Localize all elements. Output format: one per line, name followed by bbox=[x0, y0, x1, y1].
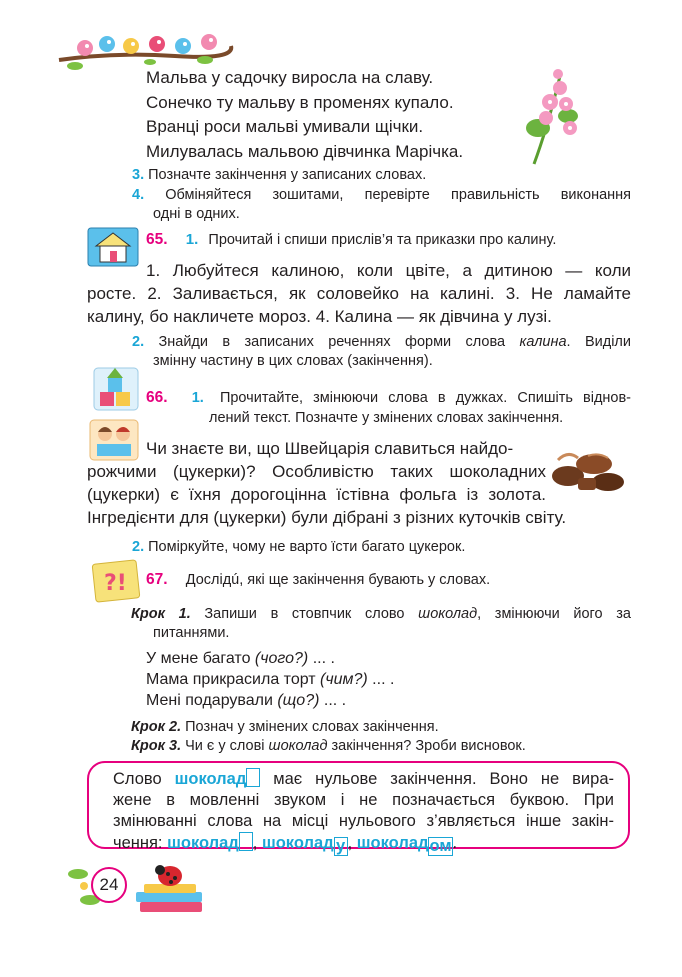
rule-text: , bbox=[347, 834, 357, 852]
step-text: Запиши в стовпчик слово bbox=[190, 606, 419, 622]
exercise-number: 67. bbox=[146, 571, 168, 588]
rule-text: Слово bbox=[113, 770, 175, 788]
task-word: калина bbox=[519, 334, 567, 350]
step-word: шоколад bbox=[418, 606, 478, 622]
ending-box bbox=[239, 832, 253, 851]
example-question: (чим?) bbox=[320, 671, 368, 688]
step-1 bbox=[131, 605, 631, 643]
task-text: . Виділи bbox=[566, 334, 631, 350]
svg-text:?!: ?! bbox=[104, 571, 127, 596]
exercise-number: 66. bbox=[146, 389, 168, 406]
question-note-icon bbox=[90, 558, 142, 604]
ex65-header bbox=[146, 231, 556, 249]
task-number: 4. bbox=[132, 187, 145, 203]
poem-line: Мальва у садочку виросла на славу. bbox=[146, 68, 434, 87]
task-text: одні в одних. bbox=[153, 206, 240, 222]
rule-word: шоколад bbox=[261, 834, 334, 852]
ex65-task-2 bbox=[132, 333, 631, 371]
text-line: 1. Любуйтеся калиною, коли цвіте, а дитиною — коли bbox=[146, 261, 631, 280]
text-line: рожчими (цукерки)? Особливістю таких шоколадних bbox=[87, 462, 546, 481]
step-label: Крок 2. bbox=[131, 719, 182, 735]
poem bbox=[146, 66, 463, 164]
text-line: калину, бо накличете мороз. 4. Калина — як дівчина у лузі. bbox=[87, 307, 552, 326]
example-question: (що?) bbox=[277, 692, 320, 709]
toy-blocks-icon bbox=[92, 366, 140, 412]
step-text: Чи є у слові bbox=[181, 738, 269, 754]
step-label: Крок 1. bbox=[131, 606, 191, 622]
ending-box: ом bbox=[429, 837, 452, 855]
task-3 bbox=[132, 166, 426, 185]
example-text: У мене багато bbox=[146, 650, 255, 667]
task-text: Обміняйтеся зошитами, перевірте правильність виконання bbox=[165, 187, 632, 203]
poem-line: Вранці роси мальві умивали щічки. bbox=[146, 117, 424, 136]
poem-line: Сонечко ту мальву в променях купало. bbox=[146, 92, 454, 112]
example-line bbox=[146, 690, 394, 711]
example-line bbox=[146, 648, 394, 669]
text-line: росте. 2. Заливається, як соловейко на калині. 3. Не ламайте bbox=[87, 284, 631, 303]
task-text: Дослідú, які ще закінчення бувають у словах. bbox=[185, 572, 491, 588]
step-word: шоколад bbox=[268, 738, 328, 754]
example-text: Мені подарували bbox=[146, 692, 278, 709]
poem-line: Милувалась мальвою дівчинка Марічка. bbox=[146, 141, 464, 161]
task-4 bbox=[132, 186, 631, 224]
text-line: Інгредієнти для (цукерки) були дібрані з різних куточків світу. bbox=[87, 508, 567, 527]
text-line: Чи знаєте ви, що Швейцарія славиться найдо- bbox=[146, 439, 514, 458]
example-text: Мама прикрасила торт bbox=[146, 671, 321, 688]
rule-text: змінюванні слова на місці нульового з’являється інше закін- bbox=[113, 812, 614, 830]
task-text: Прочитайте, змінюючи слова в дужках. Спишіть віднов- bbox=[219, 390, 632, 406]
step-text: , змінюючи його за bbox=[477, 606, 631, 622]
rule-word: шоколад bbox=[174, 770, 247, 788]
step-2 bbox=[131, 718, 439, 737]
example-text: ... . bbox=[308, 650, 335, 667]
task-text: лений текст. Позначте у змінених словах закінчення. bbox=[209, 410, 564, 426]
step-3 bbox=[131, 737, 526, 756]
task-number: 2. bbox=[132, 334, 145, 350]
rule-text: чення: bbox=[113, 834, 168, 852]
books-ladybug-illustration bbox=[66, 856, 216, 916]
ending-box: у bbox=[334, 837, 348, 856]
task-text: змінну частину в цих словах (закінчення). bbox=[153, 353, 433, 369]
task-text: Позначте закінчення у записаних словах. bbox=[148, 167, 427, 183]
rule-word: шоколад bbox=[356, 834, 429, 852]
rule-box bbox=[87, 761, 630, 855]
exercise-number: 65. bbox=[146, 231, 168, 248]
rule-text: має нульове закінчення. Воно не вира- bbox=[260, 770, 614, 788]
example-question: (чого?) bbox=[254, 650, 309, 667]
example-text: ... . bbox=[319, 692, 347, 709]
task-number: 2. bbox=[132, 539, 145, 555]
step-label: Крок 3. bbox=[131, 738, 182, 754]
step-1-examples bbox=[146, 648, 394, 711]
ex66-task-2 bbox=[132, 538, 465, 557]
task-text: Знайди в записаних реченнях форми слова bbox=[158, 334, 520, 350]
example-line bbox=[146, 669, 394, 690]
step-text: Познач у змінених словах закінчення. bbox=[181, 719, 439, 735]
mallow-flower-illustration bbox=[520, 66, 586, 166]
rule-word: шоколад bbox=[167, 834, 239, 852]
ex66-header bbox=[146, 388, 631, 428]
ending-box bbox=[246, 768, 260, 787]
task-number: 1. bbox=[191, 390, 204, 406]
ex67-header bbox=[146, 571, 490, 589]
chocolates-illustration bbox=[548, 440, 628, 496]
task-number: 3. bbox=[132, 167, 145, 183]
step-text: закінчення? Зроби висновок. bbox=[327, 738, 526, 754]
text-line: (цукерки) є їхня дорогоцінна їстівна фольга із золота. bbox=[87, 485, 546, 504]
task-text: Прочитай і спиши прислів’я та приказки про калину. bbox=[208, 232, 557, 248]
page-number: 24 bbox=[91, 867, 127, 903]
rule-text: . bbox=[452, 834, 458, 852]
rule-text: жене в мовленні звуком і не позначається буквою. При bbox=[113, 791, 614, 809]
rule-text: , bbox=[252, 834, 262, 852]
task-number: 1. bbox=[185, 231, 199, 248]
step-text: питаннями. bbox=[153, 625, 230, 641]
example-text: ... . bbox=[367, 671, 395, 688]
task-text: Поміркуйте, чому не варто їсти багато цукерок. bbox=[148, 539, 466, 555]
ex65-text bbox=[87, 259, 631, 328]
